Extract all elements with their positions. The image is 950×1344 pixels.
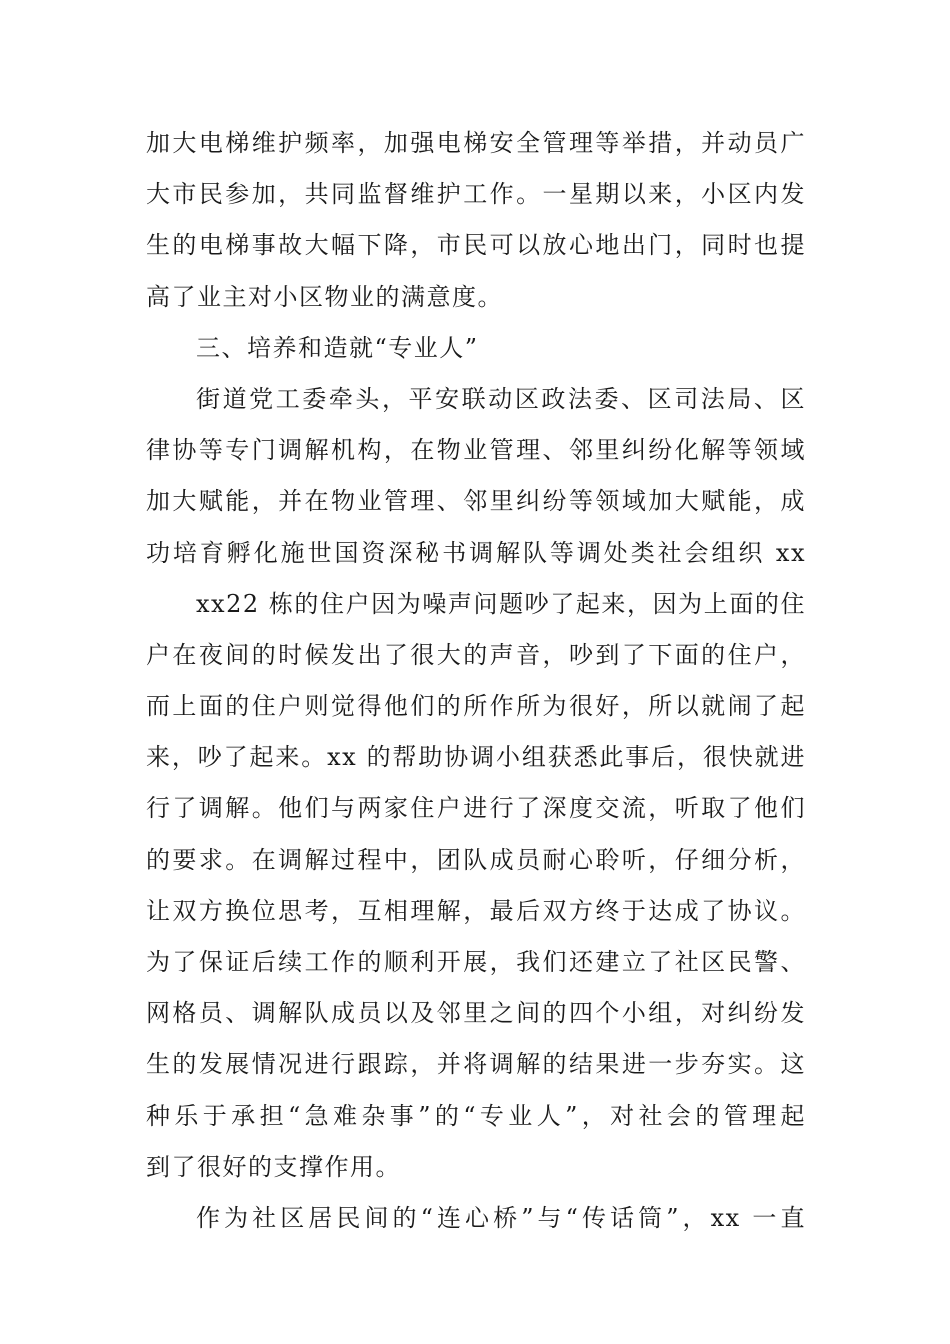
text-line: 加大赋能，并在物业管理、邻里纠纷等领域加大赋能，成 (146, 487, 806, 516)
text-line: 种乐于承担“急难杂事”的“专业人”，对社会的管理起 (146, 1101, 806, 1130)
text-line: 行了调解。他们与两家住户进行了深度交流，听取了他们 (146, 794, 806, 823)
text-line: 生的电梯事故大幅下降，市民可以放心地出门，同时也提 (146, 231, 806, 260)
text-line: 生的发展情况进行跟踪，并将调解的结果进一步夯实。这 (146, 1050, 806, 1079)
text-line: 高了业主对小区物业的满意度。 (146, 282, 503, 311)
text-line: 大市民参加，共同监督维护工作。一星期以来，小区内发 (146, 180, 806, 209)
text-line: 作为社区居民间的“连心桥”与“传话筒”，xx 一直 (196, 1203, 806, 1232)
text-line: 律协等专门调解机构，在物业管理、邻里纠纷化解等领域 (146, 436, 806, 465)
text-line: 让双方换位思考，互相理解，最后双方终于达成了协议。 (146, 896, 806, 925)
text-line: 的要求。在调解过程中，团队成员耐心聆听，仔细分析， (146, 845, 806, 874)
text-line: 网格员、调解队成员以及邻里之间的四个小组，对纠纷发 (146, 999, 806, 1028)
text-line: 而上面的住户则觉得他们的所作所为很好，所以就闹了起 (146, 692, 806, 721)
text-line: 来，吵了起来。xx 的帮助协调小组获悉此事后，很快就进 (146, 743, 806, 772)
text-line: 到了很好的支撑作用。 (146, 1152, 401, 1181)
section-heading: 三、培养和造就“专业人” (196, 333, 479, 362)
document-body (146, 118, 806, 1244)
text-line: 为了保证后续工作的顺利开展，我们还建立了社区民警、 (146, 948, 806, 976)
text-line: xx22 栋的住户因为噪声问题吵了起来，因为上面的住 (196, 589, 806, 618)
text-line: 加大电梯维护频率，加强电梯安全管理等举措，并动员广 (146, 129, 806, 157)
text-line: 户在夜间的时候发出了很大的声音，吵到了下面的住户， (146, 640, 806, 669)
text-line: 功培育孵化施世国资深秘书调解队等调处类社会组织 xx (146, 538, 806, 567)
text-line: 街道党工委牵头，平安联动区政法委、区司法局、区 (196, 384, 806, 413)
